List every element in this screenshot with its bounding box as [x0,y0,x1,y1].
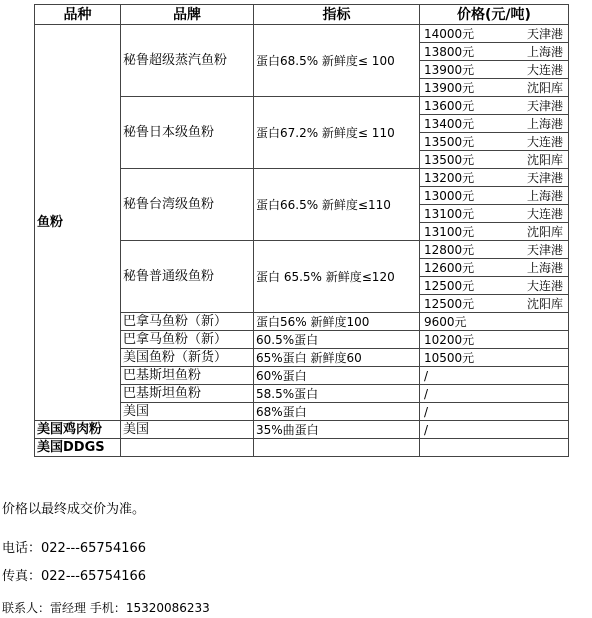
header-spec: 指标 [254,5,420,25]
price-value: 14000元 [424,26,475,41]
spec-cell [254,439,420,457]
table-row [35,421,569,439]
price-cell [420,439,569,457]
price-value: 13900元 [424,62,475,77]
price-cell [420,313,569,331]
price-cell [420,403,569,421]
price-value: 13000元 [424,188,475,203]
price-cell [420,187,569,205]
spec-cell: 35%曲蛋白 [254,421,420,439]
price-cell [420,133,569,151]
brand-cell: 巴基斯坦鱼粉 [121,367,254,385]
price-cell [420,241,569,259]
category-cell: 美国鸡肉粉 [35,421,121,439]
brand-cell [121,439,254,457]
price-value: 12600元 [424,260,475,275]
price-cell [420,79,569,97]
spec-cell: 蛋白67.2% 新鲜度≤ 110 [254,97,420,169]
spec-cell: 58.5%蛋白 [254,385,420,403]
price-cell [420,115,569,133]
price-cell [420,385,569,403]
price-cell [420,367,569,385]
price-value: 13100元 [424,206,475,221]
category-cell: 鱼粉 [35,25,121,421]
table-row [35,439,569,457]
price-value: 13800元 [424,44,475,59]
port-label: 大连港 [526,206,563,221]
fax-text: 传真：022---65754166 [2,569,147,584]
price-value: 9600元 [424,314,467,329]
price-cell [420,43,569,61]
port-label: 天津港 [526,98,563,113]
price-value: 13100元 [424,224,475,239]
price-cell [420,169,569,187]
price-value: / [424,404,429,419]
brand-cell: 巴拿马鱼粉（新） [121,331,254,349]
price-cell [420,61,569,79]
spec-cell: 蛋白 65.5% 新鲜度≤120 [254,241,420,313]
brand-cell: 美国 [121,421,254,439]
spec-cell: 蛋白68.5% 新鲜度≤ 100 [254,25,420,97]
price-value: / [424,386,429,401]
port-label: 上海港 [526,116,563,131]
port-label: 沈阳库 [526,296,563,311]
port-label: 大连港 [526,134,563,149]
price-value: 13900元 [424,80,475,95]
header-row [35,5,569,25]
spec-cell: 65%蛋白 新鲜度60 [254,349,420,367]
port-label: 沈阳库 [526,80,563,95]
price-cell [420,331,569,349]
port-label: 沈阳库 [526,152,563,167]
port-label: 天津港 [526,242,563,257]
brand-cell: 巴基斯坦鱼粉 [121,385,254,403]
price-value: / [424,368,429,383]
price-cell [420,277,569,295]
table-row [35,25,569,43]
price-value: 12500元 [424,278,475,293]
price-cell [420,349,569,367]
price-cell [420,223,569,241]
price-cell [420,97,569,115]
port-label: 大连港 [526,62,563,77]
price-cell [420,25,569,43]
contact-text: 联系人：雷经理 手机：15320086233 [2,601,210,615]
price-table [34,4,569,457]
port-label: 上海港 [526,44,563,59]
price-value: 10200元 [424,332,475,347]
price-value: / [424,422,429,437]
price-value: 13600元 [424,98,475,113]
price-value: 12500元 [424,296,475,311]
port-label: 天津港 [526,26,563,41]
brand-cell: 秘鲁超级蒸汽鱼粉 [121,25,254,97]
brand-cell: 秘鲁日本级鱼粉 [121,97,254,169]
port-label: 天津港 [526,170,563,185]
port-label: 上海港 [526,260,563,275]
price-cell [420,295,569,313]
price-value: 13200元 [424,170,475,185]
header-price: 价格(元/吨) [420,5,569,25]
price-note: 价格以最终成交价为准。 [2,502,146,517]
brand-cell: 巴拿马鱼粉（新） [121,313,254,331]
price-cell [420,421,569,439]
header-brand: 品牌 [121,5,254,25]
header-category: 品种 [35,5,121,25]
spec-cell: 60.5%蛋白 [254,331,420,349]
brand-cell: 秘鲁普通级鱼粉 [121,241,254,313]
spec-cell: 蛋白66.5% 新鲜度≤110 [254,169,420,241]
price-value: 13500元 [424,152,475,167]
price-value: 13500元 [424,134,475,149]
port-label: 上海港 [526,188,563,203]
brand-cell: 美国鱼粉（新货） [121,349,254,367]
table-body [35,25,569,457]
price-value: 12800元 [424,242,475,257]
port-label: 大连港 [526,278,563,293]
brand-cell: 秘鲁台湾级鱼粉 [121,169,254,241]
price-value: 13400元 [424,116,475,131]
spec-cell: 蛋白56% 新鲜度100 [254,313,420,331]
price-cell [420,151,569,169]
phone-text: 电话：022---65754166 [2,541,147,556]
price-value: 10500元 [424,350,475,365]
price-cell [420,259,569,277]
brand-cell: 美国 [121,403,254,421]
port-label: 沈阳库 [526,224,563,239]
price-cell [420,205,569,223]
spec-cell: 60%蛋白 [254,367,420,385]
spec-cell: 68%蛋白 [254,403,420,421]
category-cell: 美国DDGS [35,439,121,457]
